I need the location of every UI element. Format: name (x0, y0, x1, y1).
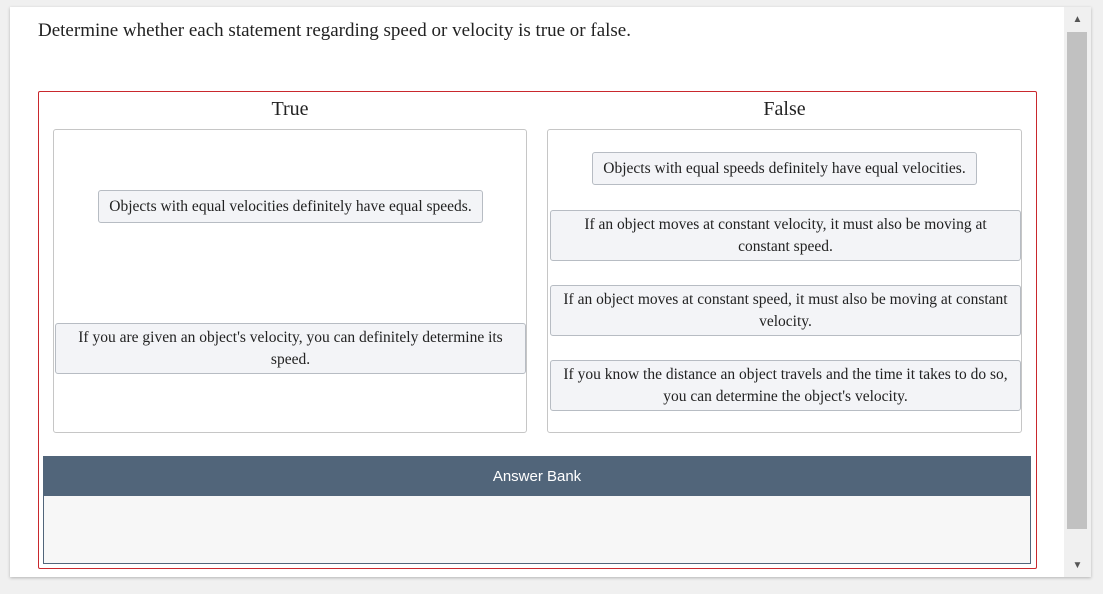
answer-bank-header: Answer Bank (43, 456, 1031, 496)
false-column-title: False (763, 98, 806, 120)
false-drop-zone[interactable] (547, 129, 1022, 433)
answer-tile[interactable]: If an object moves at constant speed, it must also be moving at constant velocity. (550, 285, 1021, 336)
answer-tile[interactable]: Objects with equal speeds definitely have equal velocities. (592, 152, 977, 185)
true-column-title: True (271, 98, 309, 120)
scroll-down-icon[interactable]: ▼ (1072, 559, 1083, 571)
answer-tile[interactable]: If you are given an object's velocity, you can definitely determine its speed. (55, 323, 526, 374)
true-drop-zone[interactable] (53, 129, 527, 433)
sorting-task (38, 91, 1037, 569)
scroll-thumb[interactable] (1067, 32, 1087, 529)
answer-bank-area[interactable] (43, 496, 1031, 564)
question-prompt: Determine whether each statement regarding speed or velocity is true or false. (38, 20, 631, 41)
answer-tile[interactable]: Objects with equal velocities definitely have equal speeds. (98, 190, 483, 223)
vertical-scrollbar[interactable] (1064, 7, 1091, 577)
scroll-up-icon[interactable]: ▲ (1072, 13, 1083, 25)
answer-tile[interactable]: If you know the distance an object travels and the time it takes to do so, you can determine the object's velocity. (550, 360, 1021, 411)
question-card (10, 7, 1091, 577)
answer-tile[interactable]: If an object moves at constant velocity, it must also be moving at constant speed. (550, 210, 1021, 261)
